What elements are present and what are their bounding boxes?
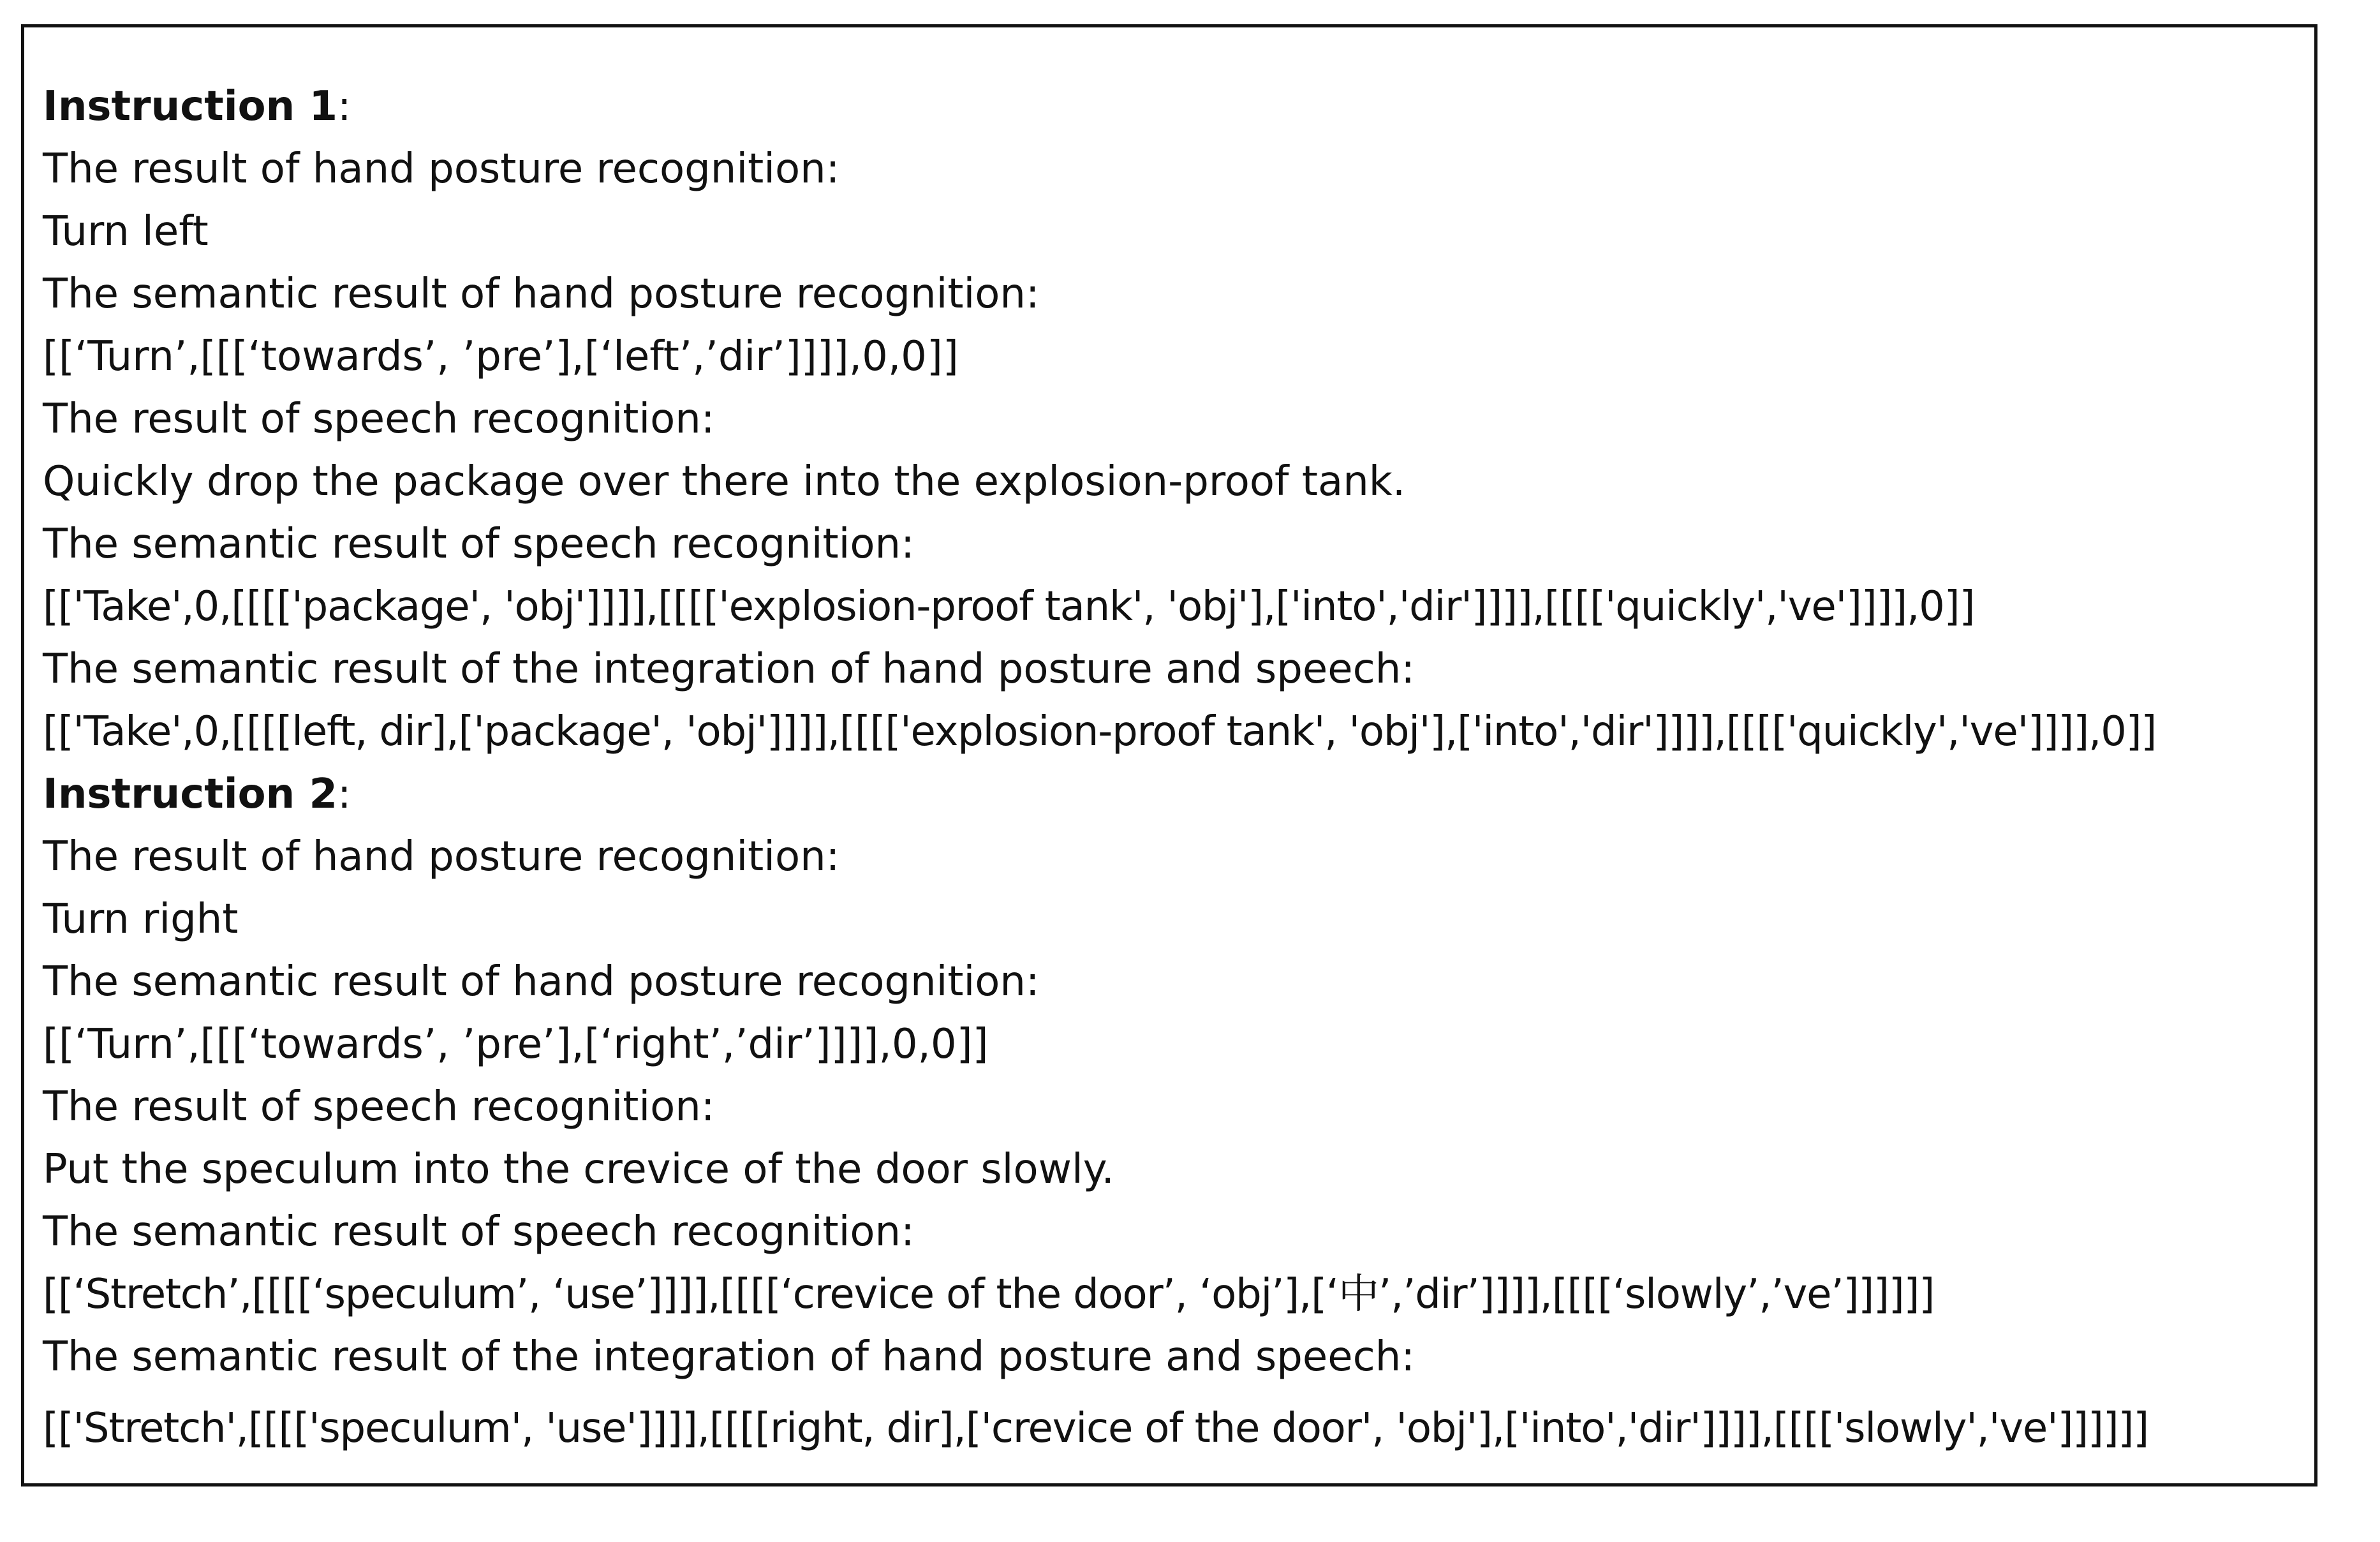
instruction-2-hand-semantic-value: [[‘Turn’,[[[‘towards’, ’pre’],[‘right’,’dir’]]]],0,0]] bbox=[43, 1021, 989, 1068]
instruction-1-heading-label: Instruction 1 bbox=[43, 83, 337, 130]
instruction-2-heading-label: Instruction 2 bbox=[43, 771, 337, 818]
instruction-2-speech-semantic-label: The semantic result of speech recognition: bbox=[43, 1208, 915, 1256]
instruction-2-hand-result-label: The result of hand posture recognition: bbox=[43, 833, 840, 880]
instruction-2-speech-result-value: Put the speculum into the crevice of the door slowly. bbox=[43, 1146, 1114, 1193]
instruction-2-speech-result-label: The result of speech recognition: bbox=[43, 1083, 715, 1131]
instruction-1-hand-result-value: Turn left bbox=[43, 208, 209, 255]
instruction-1-integration-label: The semantic result of the integration of hand posture and speech: bbox=[43, 646, 1415, 693]
instruction-1-heading-colon: : bbox=[337, 83, 351, 130]
instruction-1-speech-result-label: The result of speech recognition: bbox=[43, 396, 715, 443]
instruction-1-integration-value: [['Take',0,[[[[left, dir],['package', 'obj']]]],[[[['explosion-proof tank', 'obj'],['into','dir']]]],[[[['quickly','ve']]]],0]] bbox=[43, 708, 2157, 755]
instruction-1-hand-semantic-label: The semantic result of hand posture recognition: bbox=[43, 271, 1040, 318]
instruction-2-integration-value: [['Stretch',[[[['speculum', 'use']]]],[[[[right, dir],['crevice of the door', 'obj'],['into','dir']]]],[[[['slowly','ve']]]]]] bbox=[43, 1405, 2149, 1452]
instruction-2-hand-semantic-label: The semantic result of hand posture recognition: bbox=[43, 958, 1040, 1005]
instruction-1-speech-semantic-value: [['Take',0,[[[['package', 'obj']]]],[[[['explosion-proof tank', 'obj'],['into','dir']]]],[[[['quickly','ve']]]],0]] bbox=[43, 583, 1975, 630]
instruction-2-heading bbox=[43, 763, 2314, 826]
instruction-2-hand-result-value: Turn right bbox=[43, 896, 239, 943]
instruction-document bbox=[43, 75, 2314, 1460]
instruction-2-heading-colon: : bbox=[337, 771, 351, 818]
instruction-1-speech-result-value: Quickly drop the package over there into the explosion-proof tank. bbox=[43, 458, 1406, 505]
instruction-1-hand-semantic-value: [[‘Turn’,[[[‘towards’, ’pre’],[‘left’,’dir’]]]],0,0]] bbox=[43, 333, 959, 380]
instruction-2-speech-semantic-value: [[‘Stretch’,[[[[‘speculum’, ‘use’]]]],[[[[‘crevice of the door’, ‘obj’],[‘中’,’dir’]]]],[[[[‘slowly’,’ve’]]]]]] bbox=[43, 1271, 1935, 1318]
instruction-2-integration-label: The semantic result of the integration of hand posture and speech: bbox=[43, 1333, 1415, 1381]
instruction-1-speech-semantic-label: The semantic result of speech recognition: bbox=[43, 521, 915, 568]
instruction-1-heading bbox=[43, 75, 2314, 138]
instruction-1-hand-result-label: The result of hand posture recognition: bbox=[43, 145, 840, 193]
